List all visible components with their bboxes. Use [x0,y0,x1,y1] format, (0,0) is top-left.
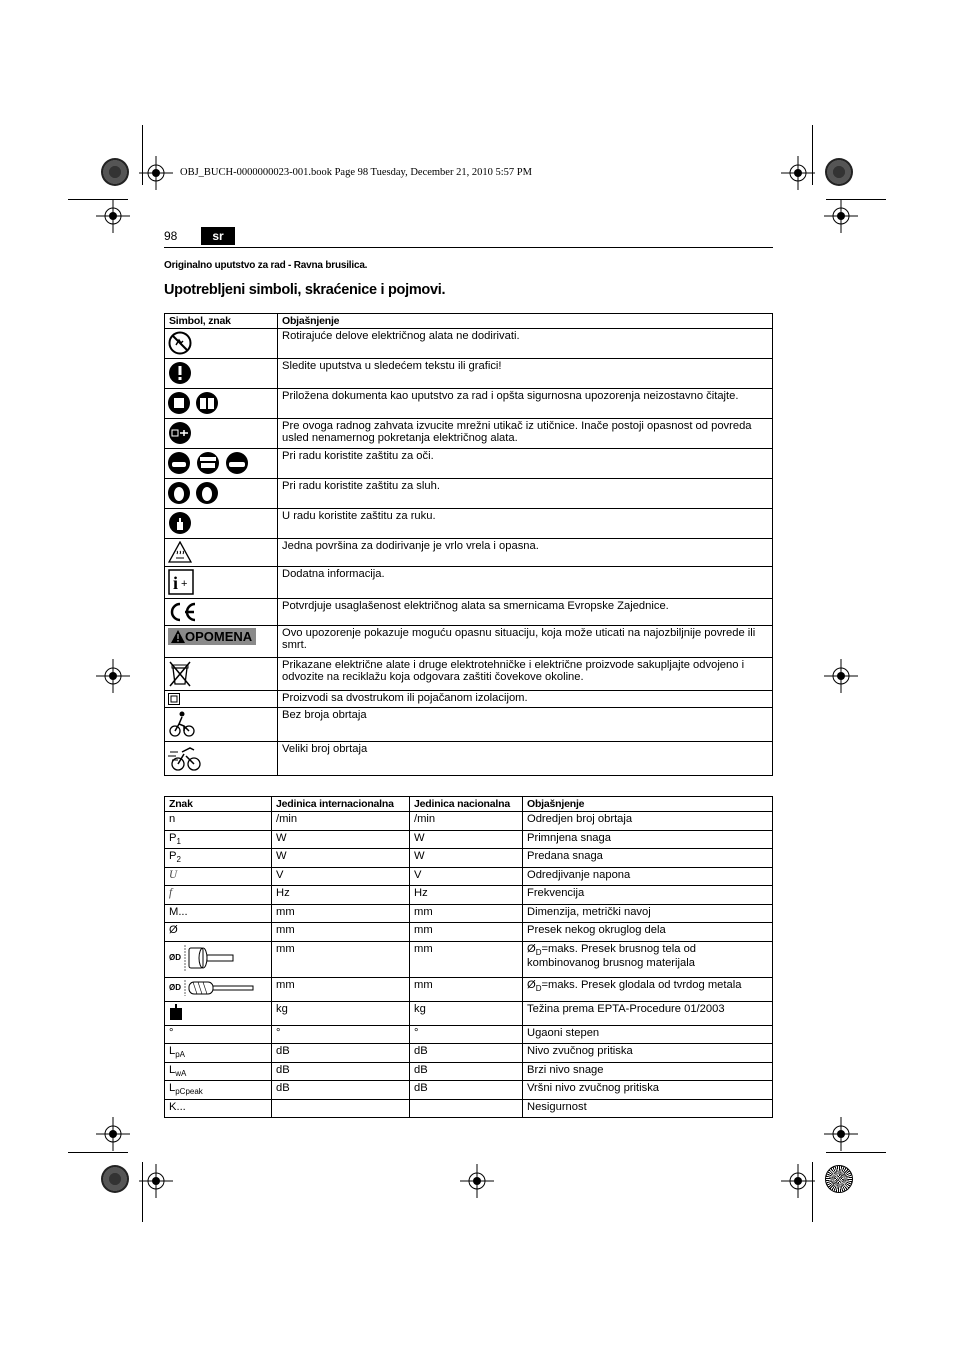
table-row [165,691,773,708]
warning-badge [168,628,256,645]
symbol-description: Bez broja obrtaja [278,708,773,742]
registration-mark-icon [824,659,858,693]
sign: n [169,813,176,825]
national-unit-cell: kg [410,1001,523,1025]
national-unit-cell: mm [410,904,523,923]
national-unit-cell: dB [410,1062,523,1081]
table-row [165,359,773,389]
sign: U [169,868,178,881]
intl-unit-cell [272,1099,410,1118]
weee-bin-icon [168,660,192,688]
sign-subscript: 2 [176,855,181,864]
unplug-icon [168,421,192,445]
symbol-description: Proizvodi sa dvostrukom ili pojačanom izolacijom. [278,691,773,708]
color-rosette-icon [101,1165,129,1193]
sign: K... [169,1100,186,1113]
warning-triangle-icon [171,630,185,643]
table-row [165,1062,773,1081]
sign-subscript: pA [175,1050,186,1059]
table-row [165,539,773,567]
table-row [165,658,773,691]
column-header: Jedinica nacionalna [410,797,523,812]
sign-cell [165,1025,272,1044]
sign: L [169,1082,176,1094]
symbol-description: Ovo upozorenje pokazuje moguću opasnu situaciju, koja može uticati na najozbiljnije povrede ili smrt. [278,626,773,658]
low-speed-icon [168,710,196,738]
column-header: Znak [165,797,272,812]
registration-mark-icon [781,1164,815,1198]
section-title: Upotrebljeni simboli, skraćenice i pojmovi. [164,282,446,298]
registration-mark-icon [824,199,858,233]
column-header: Jedinica internacionalna [272,797,410,812]
intl-unit-cell: kg [272,1001,410,1025]
registration-mark-icon [139,156,173,190]
symbol-description: Rotirajuće delove električnog alata ne dodirivati. [278,329,773,359]
national-unit-cell: /min [410,812,523,831]
symbols-table [164,313,773,776]
sign-subscript: 1 [176,836,181,846]
description-cell: Odredjivanje napona [523,867,773,886]
intl-unit-cell: dB [272,1044,410,1063]
description-cell: Težina prema EPTA-Procedure 01/2003 [523,1001,773,1025]
table-row [165,626,773,658]
table-row [165,923,773,942]
national-unit-cell: mm [410,977,523,1001]
symbol-description: Jedna površina za dodirivanje je vrlo vrela i opasna. [278,539,773,567]
description-cell: Brzi nivo snage [523,1062,773,1081]
intl-unit-cell: W [272,830,410,849]
description-cell: Primnjena snaga [523,830,773,849]
table-row [165,867,773,886]
icon-label: ØD [169,953,181,962]
intl-unit-cell: /min [272,812,410,831]
national-unit-cell: V [410,867,523,886]
description-text: =maks. Presek glodala od tvrdog metala [541,978,742,991]
sign: ° [169,1026,174,1039]
national-unit-cell: mm [410,923,523,942]
national-unit-cell: W [410,849,523,868]
weight-icon [169,1003,183,1021]
symbol-description: Priložena dokumenta kao uputstvo za rad i opšta sigurnosna upozorenja neizostavno čitajte. [278,389,773,419]
icon-label: ØD [169,983,181,992]
grinding-wheel-diameter-icon [183,943,235,973]
symbol-description: Prikazane električne alate i druge elektrotehničke i električne proizvode sakupljajte odvojeno i odvozite na reciklažu koja odgovara zaštiti čovekove okoline. [278,658,773,691]
do-not-touch-rotating-icon [168,331,192,355]
intl-unit-cell: dB [272,1062,410,1081]
document-subtitle: Originalno uputstvo za rad - Ravna brusilica. [164,260,368,271]
national-unit-cell: W [410,830,523,849]
intl-unit-cell: ° [272,1025,410,1044]
intl-unit-cell: V [272,867,410,886]
symbol-description: Pri radu koristite zaštitu za oči. [278,449,773,479]
table-row [165,886,773,905]
table-row [165,599,773,626]
language-badge: sr [201,227,235,245]
ce-mark-icon [168,601,198,623]
sign-cell [165,941,272,977]
description-cell: Dimenzija, metrički navoj [523,904,773,923]
table-row [165,479,773,509]
intl-unit-cell: Hz [272,886,410,905]
eye-protection-icon [168,451,250,475]
intl-unit-cell: mm [272,904,410,923]
national-unit-cell: ° [410,1025,523,1044]
table-row [165,708,773,742]
column-header: Simbol, znak [165,314,278,329]
symbol-description: Veliki broj obrtaja [278,742,773,776]
table-row [165,849,773,868]
svg-text:i: i [173,573,179,593]
description-cell: Frekvencija [523,886,773,905]
description-cell: Nesigurnost [523,1099,773,1118]
table-row [165,567,773,599]
intl-unit-cell: W [272,849,410,868]
sign-cell [165,1001,272,1025]
read-manual-icon [168,391,220,415]
color-rosette-icon [825,1165,853,1193]
table-row [165,1081,773,1100]
sign: Ø [169,924,178,936]
table-row [165,830,773,849]
sign-cell [165,830,272,849]
color-rosette-icon [825,158,853,186]
sign-cell [165,812,272,831]
symbol-description: Dodatna informacija. [278,567,773,599]
registration-mark-icon [824,1117,858,1151]
color-rosette-icon [101,158,129,186]
sign-cell [165,849,272,868]
registration-mark-icon [96,659,130,693]
sign: L [169,1045,176,1057]
sign-subscript: wA [175,1068,187,1078]
symbol-description: U radu koristite zaštitu za ruku. [278,509,773,539]
description-cell: Nivo zvučnog pritiska [523,1044,773,1063]
diameter-subscript: D [535,947,542,957]
symbol-description: Pri radu koristite zaštitu za sluh. [278,479,773,509]
registration-mark-icon [460,1164,494,1198]
column-header: Objašnjenje [523,797,773,812]
table-row [165,329,773,359]
intl-unit-cell: dB [272,1081,410,1100]
sign: f [169,887,173,899]
table-row [165,812,773,831]
svg-text:+: + [181,578,188,590]
national-unit-cell: dB [410,1081,523,1100]
sign-cell [165,867,272,886]
table-row [165,977,773,1001]
description-cell [523,941,773,977]
sign-cell [165,977,272,1001]
header-rule [164,247,773,248]
national-unit-cell: Hz [410,886,523,905]
units-table [164,796,773,1118]
info-icon [168,569,194,595]
table-row [165,449,773,479]
sign-cell [165,1062,272,1081]
registration-mark-icon [96,199,130,233]
hot-surface-icon [168,541,192,563]
sign: L [169,1063,176,1076]
table-row [165,742,773,776]
sign: P [169,831,177,844]
registration-mark-icon [96,1117,130,1151]
table-row [165,1044,773,1063]
table-row [165,1025,773,1044]
sign-cell [165,923,272,942]
sign-cell [165,886,272,905]
ear-protection-icon [168,481,220,505]
table-header-row [165,797,773,812]
table-row [165,941,773,977]
registration-mark-icon [781,156,815,190]
file-info-line: OBJ_BUCH-0000000023-001.book Page 98 Tuesday, December 21, 2010 5:57 PM [180,167,532,178]
table-row [165,389,773,419]
table-row [165,904,773,923]
exclamation-icon [168,361,192,385]
sign-subscript: pCpeak [175,1087,203,1096]
sign: M... [169,905,188,918]
sign-cell [165,1081,272,1100]
table-row [165,1001,773,1025]
symbol-description: Sledite uputstva u sledećem tekstu ili grafici! [278,359,773,389]
symbol-description: Potvrdjuje usaglašenost električnog alata sa smernicama Evropske Zajednice. [278,599,773,626]
crop-mark [826,1152,886,1153]
crop-mark [68,1152,128,1153]
table-row [165,419,773,449]
page-number: 98 [164,229,178,243]
sign: P [169,850,177,862]
column-header: Objašnjenje [278,314,773,329]
intl-unit-cell: mm [272,923,410,942]
carbide-bur-diameter-icon [183,979,257,997]
description-cell: Ugaoni stepen [523,1025,773,1044]
diameter-subscript: D [535,983,542,993]
diameter-symbol: Ø [527,978,536,991]
description-cell: Vršni nivo zvučnog pritiska [523,1081,773,1100]
table-row [165,1099,773,1118]
sign-cell [165,904,272,923]
warning-badge-label: OPOMENA [185,629,253,644]
description-text: =maks. Presek brusnog tela od kombinovanog brusnog materijala [527,942,697,969]
hand-protection-icon [168,511,192,535]
double-insulation-icon [168,693,180,705]
national-unit-cell [410,1099,523,1118]
registration-mark-icon [139,1164,173,1198]
diameter-symbol: Ø [527,942,536,955]
description-cell: Predana snaga [523,849,773,868]
symbol-description: Pre ovoga radnog zahvata izvucite mrežni utikač iz utičnice. Inače postoji opasnost od povreda usled nenamernog pokretanja električnog alata. [278,419,773,449]
description-cell: Presek nekog okruglog dela [523,923,773,942]
national-unit-cell: mm [410,941,523,977]
sign-cell [165,1044,272,1063]
high-speed-icon [168,744,204,772]
description-cell: Odredjen broj obrtaja [523,812,773,831]
description-cell [523,977,773,1001]
national-unit-cell: dB [410,1044,523,1063]
intl-unit-cell: mm [272,941,410,977]
sign-cell [165,1099,272,1118]
intl-unit-cell: mm [272,977,410,1001]
table-row [165,509,773,539]
table-header-row [165,314,773,329]
